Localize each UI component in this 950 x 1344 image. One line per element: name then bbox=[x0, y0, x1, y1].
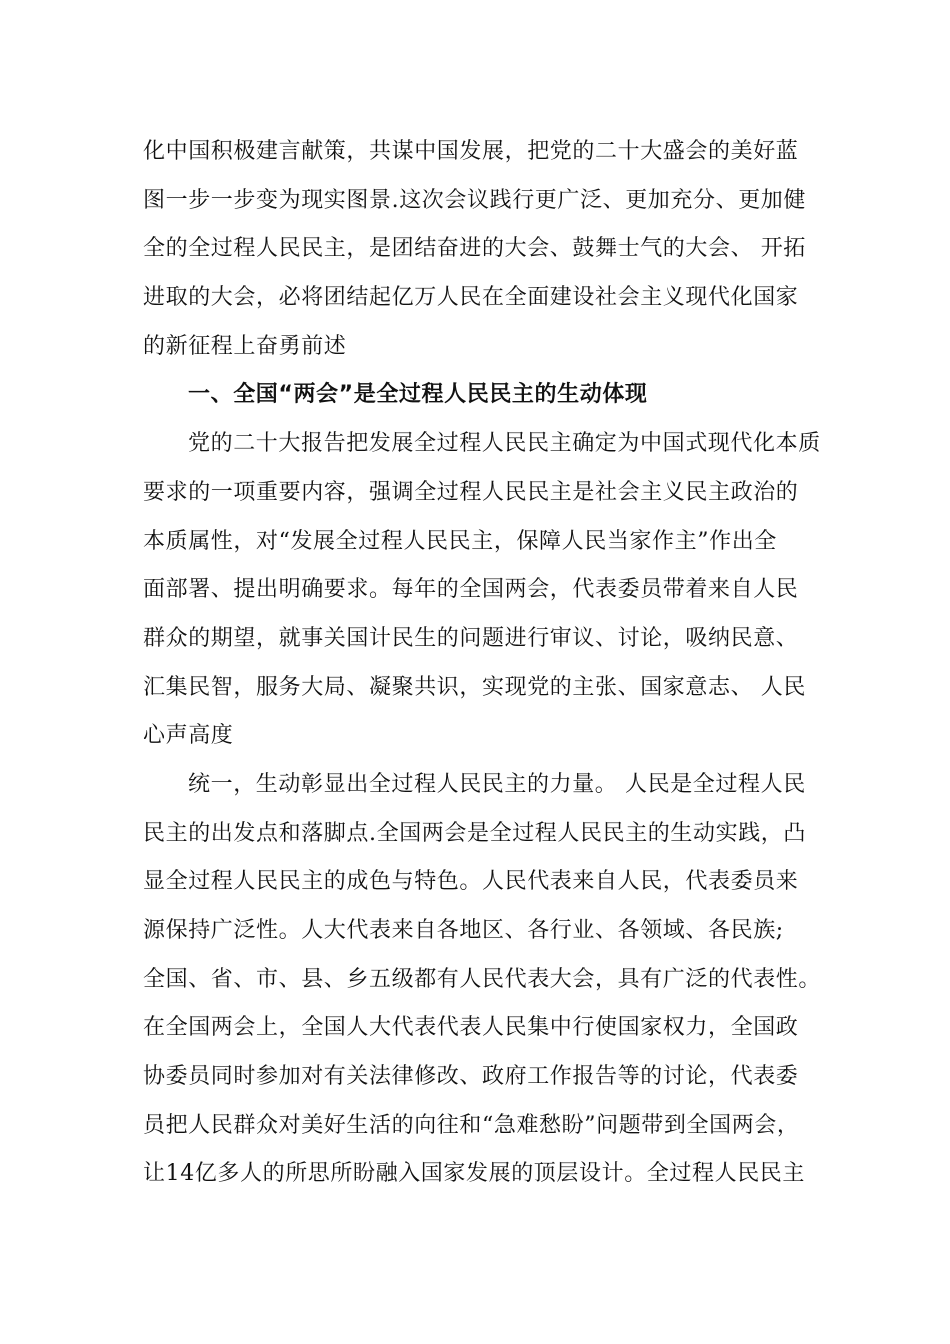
text-line: 统一，生动彰显出全过程人民民主的力量。 人民是全过程人民 bbox=[188, 771, 806, 797]
text-line: 群众的期望，就事关国计民生的问题进行审议、讨论，吸纳民意、 bbox=[143, 625, 799, 651]
text-line: 心声高度 bbox=[143, 723, 234, 749]
text-line: 进取的大会，必将团结起亿万人民在全面建设社会主义现代化国家 bbox=[143, 285, 799, 311]
text-line: 化中国积极建言献策，共谋中国发展，把党的二十大盛会的美好蓝 bbox=[143, 139, 799, 164]
text-line: 员把人民群众对美好生活的向往和“急难愁盼”问题带到全国两会， bbox=[143, 1112, 800, 1138]
text-line: 源保持广泛性。人大代表来自各地区、各行业、各领域、各民族; bbox=[143, 918, 784, 943]
text-line: 汇集民智，服务大局、凝聚共识，实现党的主张、国家意志、 人民 bbox=[143, 674, 806, 700]
text-line: 的新征程上奋勇前述 bbox=[143, 333, 347, 359]
section-heading: 一、全国“两会”是全过程人民民主的生动体现 bbox=[188, 382, 648, 408]
paragraph-continuation bbox=[143, 128, 823, 371]
text-line: 协委员同时参加对有关法律修改、政府工作报告等的讨论，代表委 bbox=[143, 1064, 799, 1090]
text-line: 全的全过程人民民主，是团结奋进的大会、鼓舞士气的大会、 开拓 bbox=[143, 236, 806, 262]
text-line: 本质属性，对“发展全过程人民民主，保障人民当家作主”作出全 bbox=[143, 528, 777, 554]
text-line: 要求的一项重要内容，强调全过程人民民主是社会主义民主政治的 bbox=[143, 479, 799, 505]
text-line: 图一步一步变为现实图景.这次会议践行更广泛、更加充分、更加健 bbox=[143, 187, 806, 213]
text-line: 面部署、提出明确要求。每年的全国两会，代表委员带着来自人民 bbox=[143, 577, 799, 603]
text-line: 在全国两会上，全国人大代表代表人民集中行使国家权力，全国政 bbox=[143, 1015, 799, 1041]
text-line: 让14亿多人的所思所盼融入国家发展的顶层设计。全过程人民民主 bbox=[143, 1161, 805, 1187]
paragraph bbox=[143, 761, 823, 1199]
text-line: 显全过程人民民主的成色与特色。人民代表来自人民，代表委员来 bbox=[143, 869, 799, 895]
text-line: 民主的出发点和落脚点.全国两会是全过程人民民主的生动实践，凸 bbox=[143, 820, 806, 846]
text-line: 全国、省、市、县、乡五级都有人民代表大会，具有广泛的代表性。 bbox=[143, 966, 822, 992]
document-body bbox=[143, 128, 823, 1199]
text-line: 党的二十大报告把发展全过程人民民主确定为中国式现代化本质 bbox=[188, 431, 821, 457]
paragraph bbox=[143, 420, 823, 761]
